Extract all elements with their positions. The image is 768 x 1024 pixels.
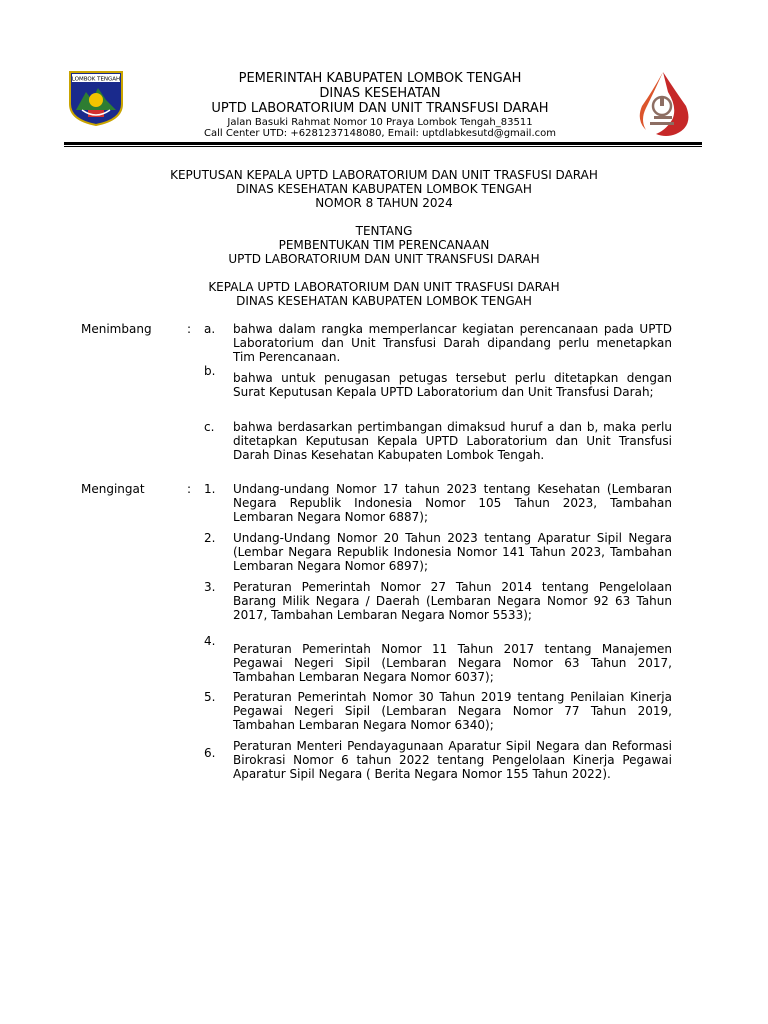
letterhead-government: PEMERINTAH KABUPATEN LOMBOK TENGAH	[238, 71, 522, 86]
letterhead-rule-thin	[64, 146, 702, 147]
letterhead-contact: Call Center UTD: +6281237148080, Email: uptdlabkesutd@gmail.com	[203, 128, 557, 139]
menimbang-item-c: bahwa berdasarkan pertimbangan dimaksud huruf a dan b, maka perlu ditetapkan Keputusan Kepala UPTD Laboratorium dan Unit Transfusi Darah Dinas Kesehatan Kabupaten Lombok Tengah.	[233, 420, 672, 462]
menimbang-label: Menimbang	[81, 322, 152, 336]
decree-title-line1: KEPUTUSAN KEPALA UPTD LABORATORIUM DAN UNIT TRASFUSI DARAH	[170, 168, 598, 182]
menimbang-marker-a: a.	[204, 322, 216, 336]
lombok-tengah-emblem-logo	[68, 70, 124, 126]
mengingat-label: Mengingat	[81, 482, 145, 496]
letterhead-address: Jalan Basuki Rahmat Nomor 10 Praya Lombok Tengah_83511	[227, 117, 533, 128]
decree-subject-line2: UPTD LABORATORIUM DAN UNIT TRANSFUSI DARAH	[228, 252, 540, 266]
blood-drop-microscope-logo	[632, 70, 694, 138]
mengingat-item-3: Peraturan Pemerintah Nomor 27 Tahun 2014 tentang Pengelolaan Barang Milik Negara / Daerah (Lembaran Negara Nomor 92 63 Tahun 2017, Tambahan Lembaran Negara Nomor 5533);	[233, 580, 672, 622]
mengingat-marker-5: 5.	[204, 690, 216, 704]
emblem-label: LOMBOK TENGAH	[71, 76, 121, 83]
mengingat-item-2: Undang-Undang Nomor 20 Tahun 2023 tentang Aparatur Sipil Negara (Lembar Negara Republik Indonesia Nomor 141 Tahun 2023, Tambahan Lembaran Negara Nomor 6897);	[233, 531, 672, 573]
letterhead-rule-thick	[64, 142, 702, 145]
mengingat-item-6: Peraturan Menteri Pendayagunaan Aparatur Sipil Negara dan Reformasi Birokrasi Nomor 6 tahun 2022 tentang Pengelolaan Kinerja Pegawai Aparatur Sipil Negara ( Berita Negara Nomor 155 Tahun 2022).	[233, 739, 672, 781]
mengingat-colon: :	[187, 482, 192, 496]
menimbang-marker-c: c.	[204, 420, 215, 434]
decree-issuer-line2: DINAS KESEHATAN KABUPATEN LOMBOK TENGAH	[236, 294, 532, 308]
mengingat-marker-6: 6.	[204, 746, 216, 760]
decree-number: NOMOR 8 TAHUN 2024	[315, 196, 453, 210]
menimbang-marker-b: b.	[204, 364, 216, 378]
decree-about: TENTANG	[355, 224, 413, 238]
mengingat-marker-4: 4.	[204, 634, 216, 648]
menimbang-colon: :	[187, 322, 192, 336]
mengingat-item-4: Peraturan Pemerintah Nomor 11 Tahun 2017 tentang Manajemen Pegawai Negeri Sipil (Lembaran Negara Nomor 63 Tahun 2017, Tambahan Lembaran Negara Nomor 6037);	[233, 642, 672, 684]
menimbang-item-b: bahwa untuk penugasan petugas tersebut perlu ditetapkan dengan Surat Keputusan Kepala UPTD Laboratorium dan Unit Transfusi Darah;	[233, 371, 672, 399]
mengingat-marker-3: 3.	[204, 580, 216, 594]
decree-issuer-line1: KEPALA UPTD LABORATORIUM DAN UNIT TRASFUSI DARAH	[208, 280, 560, 294]
mengingat-marker-1: 1.	[204, 482, 216, 496]
letterhead-unit: UPTD LABORATORIUM DAN UNIT TRANSFUSI DARAH	[211, 101, 549, 116]
menimbang-item-a: bahwa dalam rangka memperlancar kegiatan perencanaan pada UPTD Laboratorium dan Unit Transfusi Darah dipandang perlu menetapkan Tim Perencanaan.	[233, 322, 672, 364]
letterhead-department: DINAS KESEHATAN	[319, 86, 441, 101]
decree-title-line2: DINAS KESEHATAN KABUPATEN LOMBOK TENGAH	[236, 182, 532, 196]
mengingat-item-5: Peraturan Pemerintah Nomor 30 Tahun 2019 tentang Penilaian Kinerja Pegawai Negeri Sipil (Lembaran Negara Nomor 77 Tahun 2019, Tambahan Lembaran Negara Nomor 6340);	[233, 690, 672, 732]
decree-subject-line1: PEMBENTUKAN TIM PERENCANAAN	[278, 238, 490, 252]
mengingat-marker-2: 2.	[204, 531, 216, 545]
mengingat-item-1: Undang-undang Nomor 17 tahun 2023 tentang Kesehatan (Lembaran Negara Republik Indonesia Nomor 105 Tahun 2023, Tambahan Lembaran Negara Nomor 6887);	[233, 482, 672, 524]
